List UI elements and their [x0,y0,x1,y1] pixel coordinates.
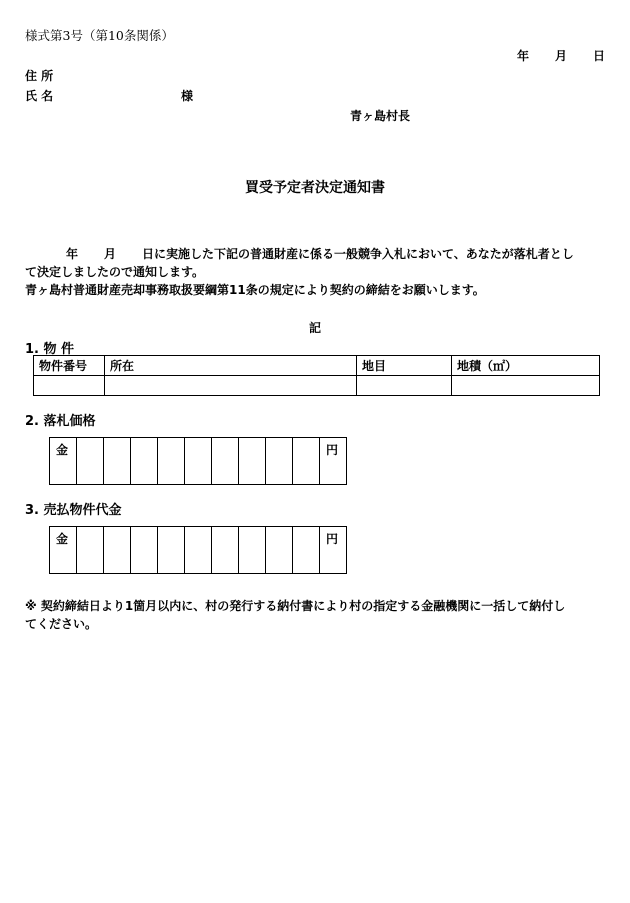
digit-box[interactable] [185,438,212,485]
currency-prefix: 金 [50,438,77,485]
body-line2: て決定しましたので通知します。 [25,265,205,279]
ki-heading: 記 [309,321,322,335]
col-area: 地積（㎡） [452,356,600,376]
digit-box[interactable] [293,438,320,485]
digit-box[interactable] [104,527,131,574]
document-title: 買受予定者決定通知書 [245,180,385,196]
body-year: 年 [66,247,79,261]
digit-box[interactable] [266,527,293,574]
digit-box[interactable] [212,438,239,485]
digit-box[interactable] [104,438,131,485]
digit-box[interactable] [185,527,212,574]
address-label: 住 所 [25,69,54,83]
currency-suffix: 円 [320,527,347,574]
body-line1: 日に実施した下記の普通財産に係る一般競争入札において、あなたが落札者とし [142,247,574,261]
sender: 青ヶ島村長 [350,109,411,123]
cell-area[interactable] [452,376,600,396]
digit-box[interactable] [212,527,239,574]
name-label: 氏 名 [25,89,54,103]
date-year: 年 [517,49,530,63]
section1-heading: 1. 物 件 [25,342,75,357]
table-row [34,376,600,396]
date-month: 月 [555,49,568,63]
date-day: 日 [593,49,606,63]
form-number: 様式第3号（第10条関係） [25,28,174,43]
cell-property-number[interactable] [34,376,105,396]
currency-suffix: 円 [320,438,347,485]
sale-price-boxes [49,526,347,574]
digit-box[interactable] [239,438,266,485]
body-line3: 青ヶ島村普通財産売却事務取扱要綱第11条の規定により契約の締結をお願いします。 [25,283,485,297]
digit-box[interactable] [158,438,185,485]
col-location: 所在 [105,356,357,376]
body-month: 月 [104,247,117,261]
digit-box[interactable] [293,527,320,574]
currency-prefix: 金 [50,527,77,574]
cell-location[interactable] [105,376,357,396]
col-land-category: 地目 [357,356,452,376]
digit-box[interactable] [77,527,104,574]
digit-box[interactable] [158,527,185,574]
note-line2: てください。 [25,617,98,631]
digit-box[interactable] [131,438,158,485]
section2-heading: 2. 落札価格 [25,414,96,429]
digit-box[interactable] [266,438,293,485]
digit-box[interactable] [77,438,104,485]
digit-box[interactable] [239,527,266,574]
section3-heading: 3. 売払物件代金 [25,503,122,518]
property-table [33,355,600,396]
property-header-row [34,356,600,376]
cell-land-category[interactable] [357,376,452,396]
digit-box[interactable] [131,527,158,574]
bid-price-boxes [49,437,347,485]
col-property-number: 物件番号 [34,356,105,376]
note-line1: ※ 契約締結日より1箇月以内に、村の発行する納付書により村の指定する金融機関に一括して納付し [25,599,566,613]
honorific: 様 [181,89,194,103]
